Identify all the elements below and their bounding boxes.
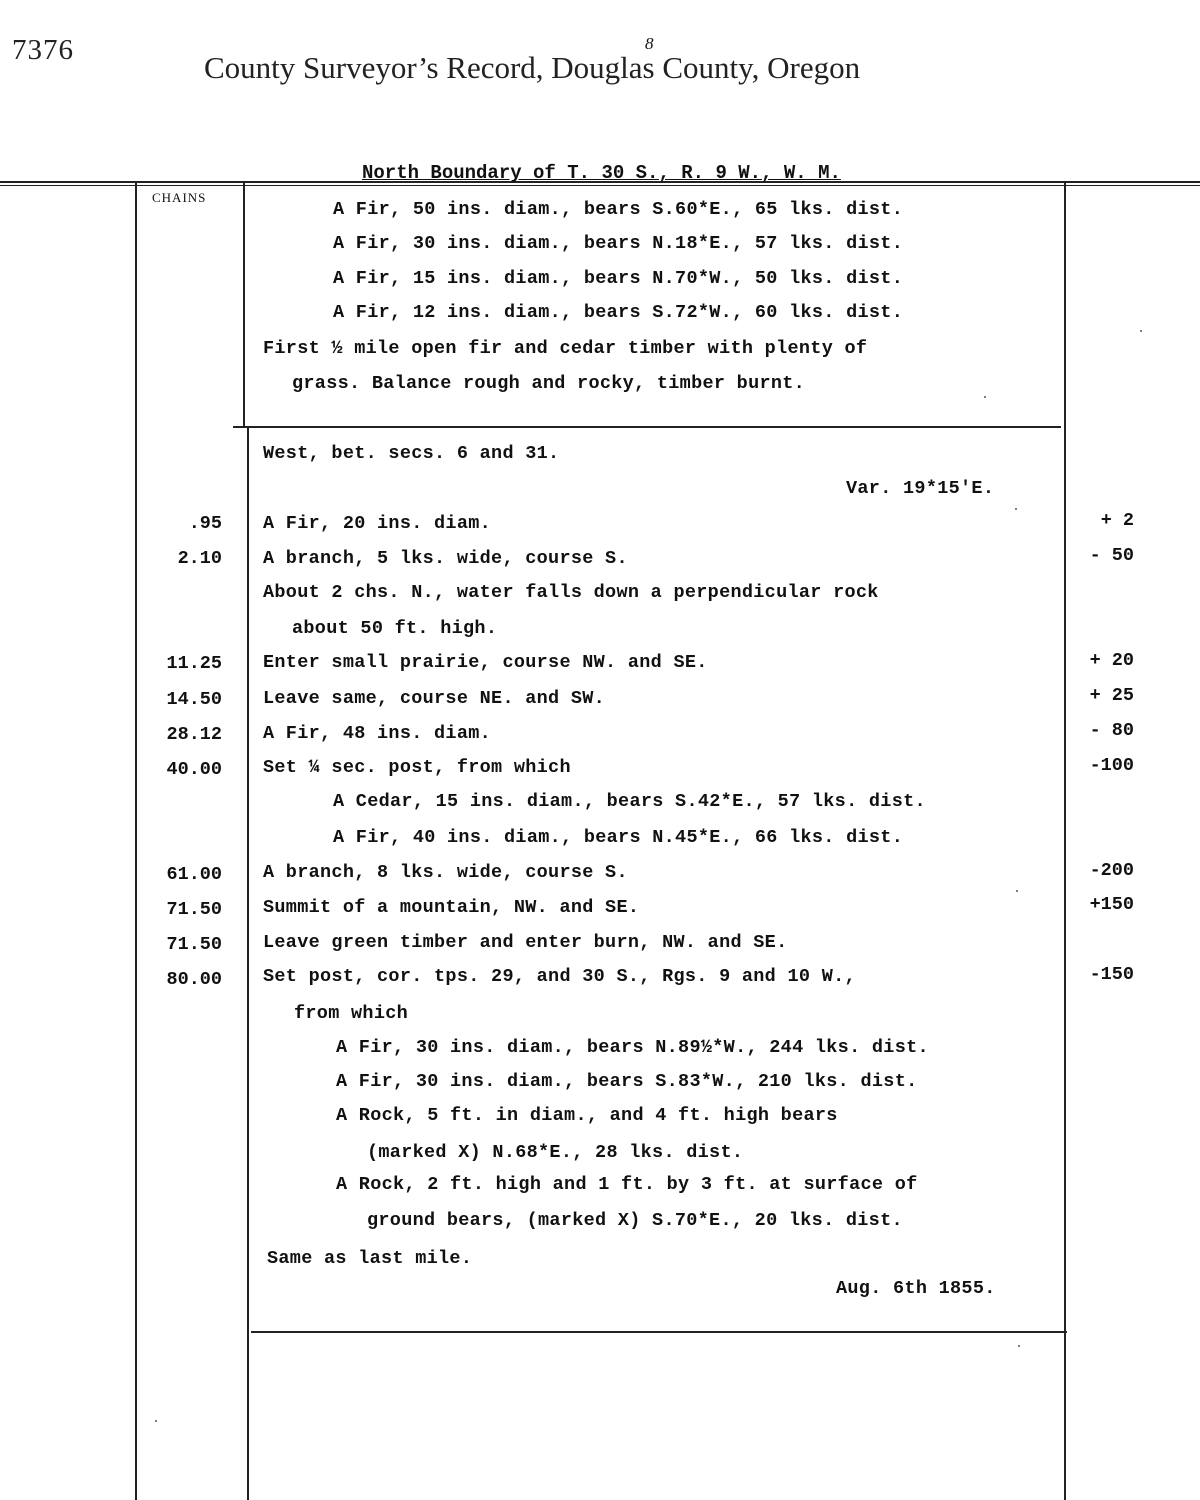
correction-value: -100 bbox=[1089, 755, 1134, 776]
correction-value: + 2 bbox=[1100, 510, 1134, 531]
section-heading: North Boundary of T. 30 S., R. 9 W., W. M. bbox=[362, 162, 841, 184]
field-note-text: A branch, 5 lks. wide, course S. bbox=[263, 548, 628, 569]
left-column-rule bbox=[135, 183, 137, 1500]
chain-distance: 80.00 bbox=[166, 969, 222, 990]
bearing-tree-entry: A Fir, 50 ins. diam., bears S.60*E., 65 lks. dist. bbox=[333, 199, 904, 220]
field-note-text: A Fir, 48 ins. diam. bbox=[263, 723, 492, 744]
scan-speck bbox=[1018, 1345, 1020, 1347]
chain-distance: 40.00 bbox=[166, 759, 222, 780]
page-title: County Surveyor’s Record, Douglas County, Oregon bbox=[204, 50, 861, 85]
page-mark: 8 bbox=[645, 34, 654, 53]
chain-distance: .95 bbox=[188, 513, 222, 534]
field-note-text: A Fir, 20 ins. diam. bbox=[263, 513, 492, 534]
chain-distance: 2.10 bbox=[177, 548, 222, 569]
scan-speck bbox=[1015, 508, 1017, 510]
text-column-rule-lower bbox=[247, 428, 249, 1500]
field-note-text: A Fir, 40 ins. diam., bears N.45*E., 66 lks. dist. bbox=[333, 827, 904, 848]
correction-value: -150 bbox=[1089, 964, 1134, 985]
correction-value: + 25 bbox=[1089, 685, 1134, 706]
field-note-text: Summit of a mountain, NW. and SE. bbox=[263, 897, 640, 918]
field-note-text: Set post, cor. tps. 29, and 30 S., Rgs. 9 and 10 W., bbox=[263, 966, 856, 987]
text-column-rule-upper bbox=[243, 183, 245, 428]
end-rule bbox=[251, 1331, 1067, 1333]
bearing-tree-entry: A Fir, 30 ins. diam., bears N.18*E., 57 lks. dist. bbox=[333, 233, 904, 254]
correction-value: - 50 bbox=[1089, 545, 1134, 566]
field-note-text: A Fir, 30 ins. diam., bears S.83*W., 210 lks. dist. bbox=[336, 1071, 918, 1092]
scan-speck bbox=[1016, 890, 1018, 892]
field-note-text: ground bears, (marked X) S.70*E., 20 lks. dist. bbox=[367, 1210, 903, 1231]
survey-date: Aug. 6th 1855. bbox=[836, 1278, 996, 1299]
field-note-text: (marked X) N.68*E., 28 lks. dist. bbox=[367, 1142, 744, 1163]
field-note-text: Enter small prairie, course NW. and SE. bbox=[263, 652, 708, 673]
bearing-tree-entry: A Fir, 15 ins. diam., bears N.70*W., 50 lks. dist. bbox=[333, 268, 904, 289]
chain-distance: 71.50 bbox=[166, 934, 222, 955]
record-number: 7376 bbox=[12, 34, 74, 66]
section-divider-rule bbox=[233, 426, 1061, 428]
field-note-text: A Cedar, 15 ins. diam., bears S.42*E., 57 lks. dist. bbox=[333, 791, 926, 812]
chain-distance: 28.12 bbox=[166, 724, 222, 745]
variation-note: Var. 19*15'E. bbox=[846, 478, 995, 499]
correction-value: -200 bbox=[1089, 860, 1134, 881]
field-note-text: Leave same, course NE. and SW. bbox=[263, 688, 606, 709]
field-note-text: about 50 ft. high. bbox=[292, 618, 498, 639]
chain-distance: 11.25 bbox=[166, 653, 222, 674]
chain-distance: 14.50 bbox=[166, 689, 222, 710]
scan-speck bbox=[984, 396, 986, 398]
field-note-text: from which bbox=[294, 1003, 409, 1024]
bearing-tree-entry: A Fir, 12 ins. diam., bears S.72*W., 60 lks. dist. bbox=[333, 302, 904, 323]
chain-distance: 61.00 bbox=[166, 864, 222, 885]
summary-line: grass. Balance rough and rocky, timber burnt. bbox=[292, 373, 806, 394]
chain-distance: 71.50 bbox=[166, 899, 222, 920]
line-heading: West, bet. secs. 6 and 31. bbox=[263, 443, 560, 464]
correction-value: - 80 bbox=[1089, 720, 1134, 741]
correction-value: +150 bbox=[1089, 894, 1134, 915]
summary-line: First ½ mile open fir and cedar timber with plenty of bbox=[263, 338, 868, 359]
chains-column-header: CHAINS bbox=[152, 190, 207, 205]
field-note-text: A branch, 8 lks. wide, course S. bbox=[263, 862, 628, 883]
field-note-text: A Rock, 2 ft. high and 1 ft. by 3 ft. at surface of bbox=[336, 1174, 918, 1195]
scan-speck bbox=[155, 1420, 157, 1422]
field-note-text: Same as last mile. bbox=[267, 1248, 473, 1269]
field-note-text: A Rock, 5 ft. in diam., and 4 ft. high bears bbox=[336, 1105, 838, 1126]
right-column-rule bbox=[1064, 183, 1066, 1500]
field-note-text: Set ¼ sec. post, from which bbox=[263, 757, 571, 778]
correction-value: + 20 bbox=[1089, 650, 1134, 671]
scan-speck bbox=[1140, 330, 1142, 332]
top-rule-second bbox=[0, 185, 1200, 186]
field-note-text: Leave green timber and enter burn, NW. and SE. bbox=[263, 932, 788, 953]
field-note-text: A Fir, 30 ins. diam., bears N.89½*W., 244 lks. dist. bbox=[336, 1037, 929, 1058]
field-note-text: About 2 chs. N., water falls down a perpendicular rock bbox=[263, 582, 879, 603]
